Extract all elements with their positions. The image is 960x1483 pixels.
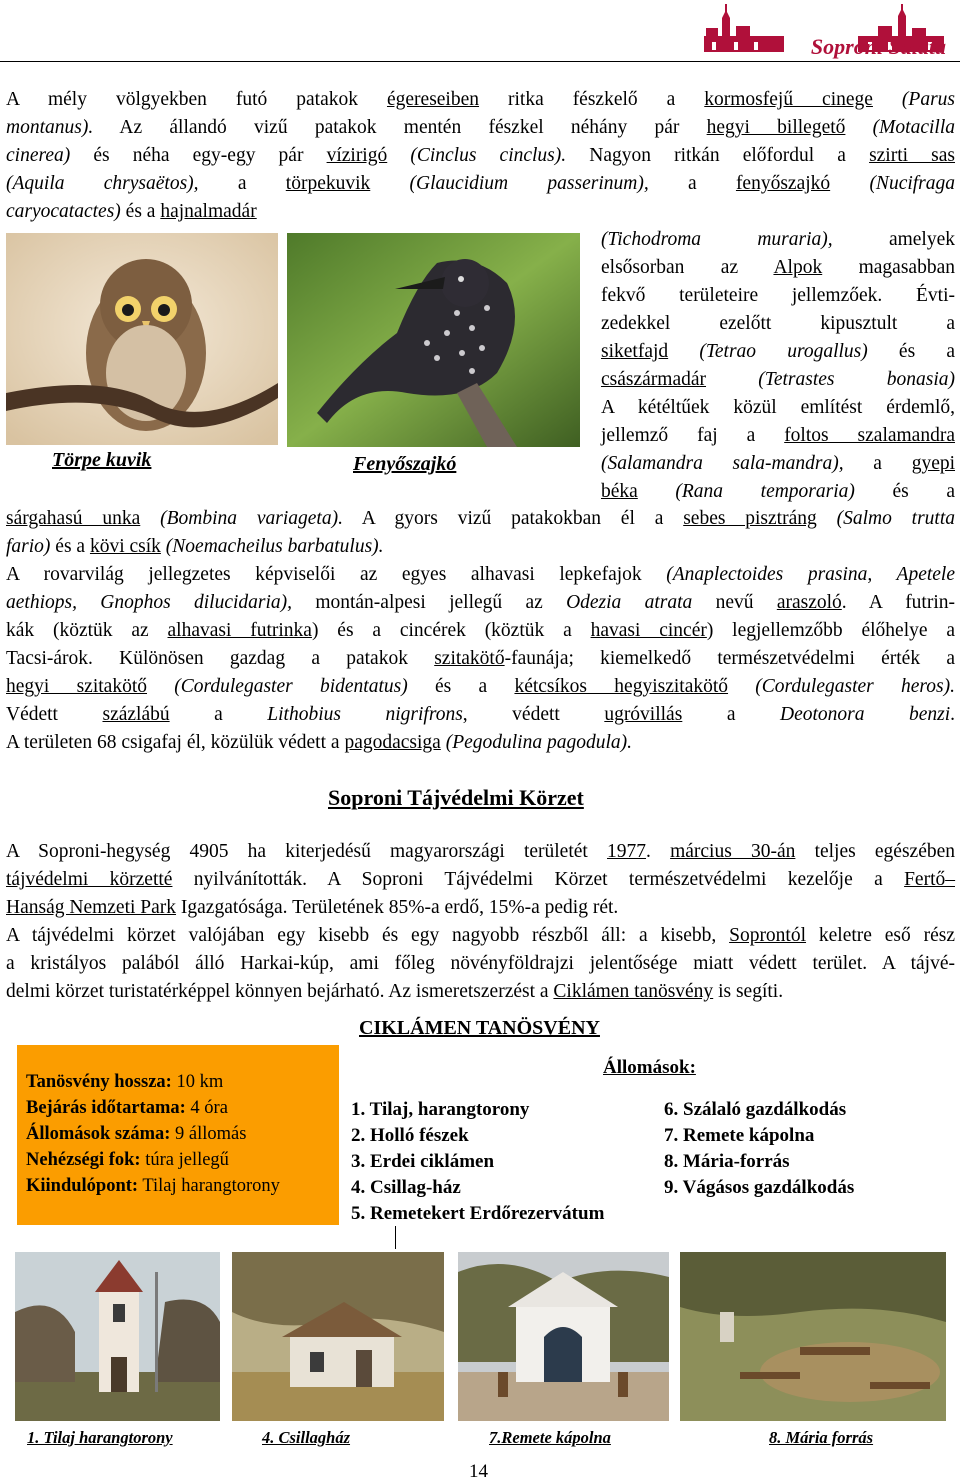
underlined-term[interactable]: hegyi billegető — [706, 117, 846, 138]
photo-caption: 7.Remete kápolna — [489, 1428, 611, 1447]
station-item: 5. Remetekert Erdőrezervátum — [351, 1203, 605, 1224]
text-run: ) és a cincérek (köztük a — [311, 620, 591, 641]
text-run: a — [198, 173, 286, 194]
brand-logo — [692, 4, 952, 59]
spring-photo — [680, 1252, 946, 1421]
text-run: jellemző faj a — [601, 425, 785, 446]
underlined-term[interactable]: vízirigó — [326, 145, 388, 166]
text-run: A kétéltűek közül említést érdemlő, — [601, 397, 955, 418]
trail-info-box — [17, 1045, 339, 1225]
latin-name: fario) — [6, 536, 51, 557]
text-line — [601, 478, 955, 506]
station-item: 8. Mária-forrás — [664, 1151, 790, 1172]
text-run: a — [843, 453, 912, 474]
nutcracker-photo — [287, 233, 580, 447]
text-line — [6, 505, 955, 533]
trail-info-row — [26, 1121, 280, 1147]
text-line — [601, 394, 955, 422]
text-run: montán-alpesi jellegű az — [292, 592, 567, 613]
underlined-term[interactable]: gyepi — [911, 453, 956, 474]
text-run: A rovarvilág jellegzetes képviselői az egyes alhavasi lepkefajok — [6, 564, 667, 585]
underlined-term[interactable]: kétcsíkos hegyiszitakötő — [514, 676, 729, 697]
latin-name: (Glaucidium passerinum), — [370, 173, 649, 194]
latin-name: (Noemacheilus barbatulus). — [160, 536, 384, 557]
trail-info-value: Tilaj harangtorony — [138, 1176, 280, 1196]
text-run: delmi körzet turistatérképpel könnyen bejárható. Az ismeretszerzést a — [6, 981, 554, 1002]
text-run: keletre eső rész — [806, 925, 955, 946]
text-run: Nagyon ritkán előfordul a — [566, 145, 870, 166]
trail-info-value: túra jellegű — [140, 1150, 229, 1170]
underlined-term[interactable]: császármadár — [601, 369, 707, 390]
station-item: 6. Szálaló gazdálkodás — [664, 1099, 847, 1120]
text-line — [6, 198, 955, 226]
latin-name: cinerea) — [6, 145, 71, 166]
text-run: A Soproni-hegység 4905 ha kiterjedésű magyarországi területét — [6, 841, 608, 862]
trail-info-label: Állomások száma: — [26, 1124, 171, 1144]
station-item: 2. Holló fészek — [351, 1125, 469, 1146]
station-item: 4. Csillag-ház — [351, 1177, 461, 1198]
station-item: 7. Remete kápolna — [664, 1125, 815, 1146]
latin-name: (Salmo trutta — [816, 508, 955, 529]
text-run: . — [646, 841, 671, 862]
latin-name: (Salamandra sala-mandra), — [601, 453, 844, 474]
text-run: Igazgatósága. Területének 85%-a erdő, 15%-a pedig rét. — [176, 897, 619, 918]
text-run: A területen 68 csigafaj él, közülük védett a — [6, 732, 345, 753]
nutcracker-caption: Fenyőszajkó — [353, 453, 457, 475]
underlined-term[interactable]: szirti sas — [869, 145, 955, 166]
station-item: 1. Tilaj, harangtorony — [351, 1099, 530, 1120]
latin-name: (Anaplectoides prasina, Apetele — [666, 564, 956, 585]
text-run: és a — [407, 676, 515, 697]
text-run: Az állandó vizű patakok mentén fészkel néhány pár — [93, 117, 707, 138]
text-run: nevű — [692, 592, 777, 613]
text-line — [601, 450, 955, 478]
text-run: , védett — [462, 704, 605, 725]
underlined-term[interactable]: Ciklámen tanösvény — [553, 981, 714, 1002]
brand-name: Soproni Saláta — [810, 34, 946, 59]
text-run: Tacsi-árok. Különösen gazdag a patakok — [6, 648, 435, 669]
text-run: . A futrin- — [841, 592, 956, 613]
text-run: teljes egészében — [795, 841, 956, 862]
text-line — [6, 866, 955, 894]
trail-info-row — [26, 1095, 280, 1121]
text-run: a kristályos palából álló Harkai-kúp, ami főleg növényföldrajzi jelentősége miatt védett terület. A tájvé- — [6, 953, 955, 974]
text-line — [6, 894, 955, 922]
underlined-term[interactable]: sebes pisztráng — [683, 508, 817, 529]
underlined-term[interactable]: kövi csík — [89, 536, 161, 557]
header-divider — [0, 61, 960, 62]
latin-name: (Bombina variageta). — [140, 508, 343, 529]
underlined-term[interactable]: sárgahasú unka — [6, 508, 141, 529]
latin-name: (Tetrao urogallus) — [668, 341, 868, 362]
text-run: a — [169, 704, 268, 725]
text-run: kák (köztük az — [6, 620, 168, 641]
latin-name: (Nucifraga — [830, 173, 956, 194]
latin-name: (Pegodulina pagodula). — [440, 732, 633, 753]
trail-info-value: 9 állomás — [170, 1124, 247, 1144]
text-line — [6, 589, 955, 617]
latin-name: (Cordulegaster bidentatus) — [147, 676, 408, 697]
trail-title: CIKLÁMEN TANÖSVÉNY — [359, 1017, 600, 1039]
text-line — [6, 533, 955, 561]
chapel-photo — [458, 1252, 669, 1421]
owl-photo — [6, 233, 278, 445]
latin-name: aethiops, Gnophos dilucidaria), — [6, 592, 293, 613]
underlined-term[interactable]: Hanság Nemzeti Park — [6, 897, 177, 918]
underlined-term[interactable]: százlábú — [102, 704, 170, 725]
text-run: nyilvánították. A Soproni Tájvédelmi Körzet természetvédelmi kezelője a — [172, 869, 905, 890]
latin-name: caryocatactes) — [6, 201, 121, 222]
latin-name: Deotonora benzi — [779, 704, 951, 725]
photo-caption: 1. Tilaj harangtorony — [27, 1428, 173, 1447]
trail-info-label: Bejárás időtartama: — [26, 1098, 186, 1118]
underlined-term[interactable]: szitakötő — [434, 648, 505, 669]
text-line — [601, 422, 955, 450]
side-paragraph — [601, 226, 955, 506]
underlined-term[interactable]: kormosfejű cinege — [704, 89, 873, 110]
text-line — [6, 170, 955, 198]
text-run: ) legjellemzőbb élőhelye a — [706, 620, 955, 641]
page-number: 14 — [469, 1461, 488, 1482]
photo-caption: 8. Mária forrás — [769, 1428, 874, 1447]
body-paragraph — [6, 505, 955, 757]
text-line — [6, 673, 955, 701]
text-line — [601, 226, 955, 254]
photo-caption: 4. Csillagház — [262, 1428, 351, 1447]
text-line — [6, 838, 955, 866]
latin-name: (Aquila chrysaëtos), — [6, 173, 199, 194]
latin-name: montanus). — [6, 117, 94, 138]
station-item: 9. Vágásos gazdálkodás — [664, 1177, 855, 1198]
underlined-term[interactable]: égereseiben — [386, 89, 480, 110]
text-run: és a — [120, 201, 161, 222]
intro-paragraph — [6, 86, 955, 226]
underlined-term[interactable]: Soprontól — [729, 925, 807, 946]
stations-title: Állomások: — [603, 1057, 696, 1078]
text-line — [601, 338, 955, 366]
divider-line — [395, 1226, 396, 1249]
underlined-term[interactable]: 1977 — [607, 841, 647, 862]
text-run: ritka fészkelő a — [479, 89, 705, 110]
underlined-term[interactable]: araszoló — [776, 592, 842, 613]
underlined-term[interactable]: tájvédelmi körzetté — [6, 869, 173, 890]
latin-name: (Motacilla — [845, 117, 955, 138]
text-line — [601, 310, 955, 338]
trail-info-label: Kiindulópont: — [26, 1176, 139, 1196]
trail-info-row — [26, 1173, 280, 1199]
trail-info-value: 10 km — [171, 1072, 224, 1092]
text-line — [601, 282, 955, 310]
text-line — [6, 978, 955, 1006]
latin-name: (Cinclus cinclus). — [387, 145, 567, 166]
underlined-term[interactable]: siketfajd — [601, 341, 669, 362]
text-line — [6, 950, 955, 978]
text-line — [601, 254, 955, 282]
stations-left — [351, 1097, 604, 1227]
text-run: A tájvédelmi körzet valójában egy kisebb és egy nagyobb részből áll: a kisebb, — [6, 925, 730, 946]
underlined-term[interactable]: hajnalmadár — [160, 201, 257, 222]
text-run: -faunája; kiemelkedő természetvédelmi érték a — [504, 648, 955, 669]
underlined-term[interactable]: alhavasi futrinka — [167, 620, 312, 641]
underlined-term[interactable]: foltos szalamandra — [784, 425, 955, 446]
text-run: zedekkel ezelőtt kipusztult a — [601, 313, 955, 334]
underlined-term[interactable]: Fertő– — [904, 869, 955, 890]
text-line — [6, 729, 955, 757]
text-line — [6, 701, 955, 729]
underlined-term[interactable]: béka — [601, 481, 638, 502]
text-line — [6, 645, 955, 673]
latin-name: (Cordulegaster heros). — [728, 676, 955, 697]
latin-name: Odezia atrata — [566, 592, 693, 613]
trail-info-row — [26, 1147, 280, 1173]
underlined-term[interactable]: hegyi szitakötő — [6, 676, 147, 697]
text-run: A mély völgyekben futó patakok — [6, 89, 387, 110]
text-run: amelyek — [832, 229, 955, 250]
station-item: 3. Erdei ciklámen — [351, 1151, 495, 1172]
section-paragraph — [6, 838, 955, 1006]
text-line — [6, 617, 955, 645]
latin-name: (Tichodroma muraria), — [601, 229, 833, 250]
text-run: a — [648, 173, 736, 194]
underlined-term[interactable]: pagodacsiga — [344, 732, 441, 753]
text-run: is segíti. — [713, 981, 784, 1002]
text-line — [6, 142, 955, 170]
text-line — [6, 561, 955, 589]
text-run: Védett — [6, 704, 103, 725]
trail-info-label: Nehézségi fok: — [26, 1150, 141, 1170]
text-run: A gyors vizű patakokban él a — [342, 508, 684, 529]
latin-name: (Rana temporaria) — [637, 481, 855, 502]
underlined-term[interactable]: havasi cincér — [590, 620, 707, 641]
trail-info-label: Tanösvény hossza: — [26, 1072, 172, 1092]
star-house-photo — [232, 1252, 444, 1421]
text-line — [601, 366, 955, 394]
underlined-term[interactable]: fenyőszajkó — [735, 173, 831, 194]
underlined-term[interactable]: ugróvillás — [604, 704, 683, 725]
latin-name: Lithobius nigrifrons — [267, 704, 463, 725]
underlined-term[interactable]: március 30-án — [670, 841, 796, 862]
text-run: . — [950, 704, 956, 725]
stations-right — [664, 1097, 854, 1201]
underlined-term[interactable]: törpekuvik — [285, 173, 371, 194]
tower-photo — [15, 1252, 220, 1421]
latin-name: (Parus — [872, 89, 955, 110]
underlined-term[interactable]: Alpok — [773, 257, 823, 278]
owl-caption: Törpe kuvik — [52, 449, 152, 471]
section-title: Soproni Tájvédelmi Körzet — [328, 785, 584, 810]
text-run: és néha egy-egy pár — [70, 145, 327, 166]
text-run: fekvő területeire jellemzőek. Évti- — [601, 285, 955, 306]
text-run: és a — [867, 341, 955, 362]
text-run: a — [682, 704, 780, 725]
text-run: elsősorban az — [601, 257, 774, 278]
latin-name: (Tetrastes bonasia) — [706, 369, 955, 390]
text-line — [6, 922, 955, 950]
text-line — [6, 114, 955, 142]
trail-info-value: 4 óra — [185, 1098, 228, 1118]
text-run: és a — [854, 481, 955, 502]
text-run: és a — [50, 536, 90, 557]
text-run: magasabban — [822, 257, 955, 278]
text-line — [6, 86, 955, 114]
trail-info-row — [26, 1069, 280, 1095]
